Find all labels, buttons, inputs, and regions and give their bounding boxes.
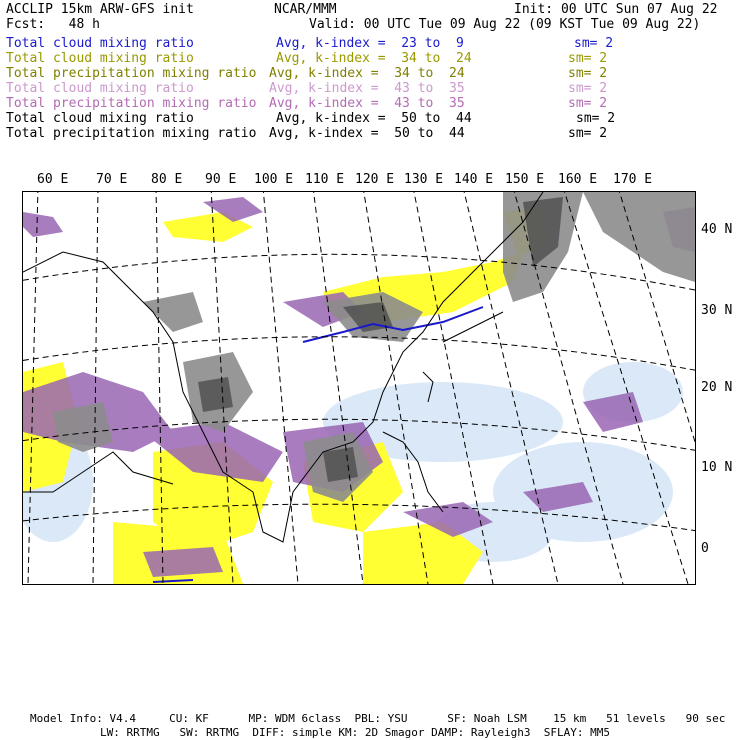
legend-row xyxy=(6,66,736,81)
legend-avg: Avg, k-index = 50 to 44 xyxy=(269,126,465,141)
legend-row xyxy=(6,96,736,111)
footer-model-info: Model Info: V4.4 CU: KF MP: WDM 6class PBL: YSU SF: Noah LSM 15 km 51 levels 90 sec xyxy=(30,712,726,725)
legend-row xyxy=(6,126,736,141)
lon-label: 140 E xyxy=(454,172,494,187)
legend-avg: Avg, k-index = 34 to 24 xyxy=(269,66,465,81)
legend-avg: Avg, k-index = 43 to 35 xyxy=(269,96,465,111)
legend-sm: sm= 2 xyxy=(576,111,616,126)
lat-label: 30 N xyxy=(701,303,733,318)
forecast-hour: Fcst: 48 h xyxy=(6,17,100,32)
lon-label: 130 E xyxy=(404,172,444,187)
lon-label: 100 E xyxy=(254,172,294,187)
legend-sm: sm= 2 xyxy=(568,126,608,141)
lon-label: 160 E xyxy=(558,172,598,187)
legend-field: Total cloud mixing ratio xyxy=(6,51,194,66)
legend-sm: sm= 2 xyxy=(568,96,608,111)
legend-avg: Avg, k-index = 23 to 9 xyxy=(276,36,464,51)
init-time: Init: 00 UTC Sun 07 Aug 22 xyxy=(514,2,718,17)
lat-label: 10 N xyxy=(701,460,733,475)
lon-label: 150 E xyxy=(505,172,545,187)
legend-sm: sm= 2 xyxy=(568,81,608,96)
model-title: ACCLIP 15km ARW-GFS init xyxy=(6,2,194,17)
lat-label: 20 N xyxy=(701,380,733,395)
legend-avg: Avg, k-index = 50 to 44 xyxy=(276,111,472,126)
valid-time: Valid: 00 UTC Tue 09 Aug 22 (09 KST Tue 09 Aug 22) xyxy=(309,17,701,32)
legend-field: Total cloud mixing ratio xyxy=(6,111,194,126)
lon-label: 60 E xyxy=(37,172,69,187)
legend-field: Total precipitation mixing ratio xyxy=(6,126,257,141)
legend-field: Total cloud mixing ratio xyxy=(6,81,194,96)
legend-row xyxy=(6,81,736,96)
legend-row xyxy=(6,111,736,126)
map-canvas xyxy=(23,192,695,584)
legend-sm: sm= 2 xyxy=(568,51,608,66)
header-row-1 xyxy=(6,2,736,17)
map-panel xyxy=(22,191,696,585)
footer-physics-info: LW: RRTMG SW: RRTMG DIFF: simple KM: 2D Smagor DAMP: Rayleigh3 SFLAY: MM5 xyxy=(100,726,610,739)
legend-row xyxy=(6,51,736,66)
legend-field: Total cloud mixing ratio xyxy=(6,36,194,51)
lon-label: 80 E xyxy=(151,172,183,187)
lon-label: 120 E xyxy=(355,172,395,187)
legend-avg: Avg, k-index = 43 to 35 xyxy=(269,81,465,96)
lon-label: 110 E xyxy=(305,172,345,187)
lat-label: 40 N xyxy=(701,222,733,237)
lat-label: 0 xyxy=(701,541,709,556)
legend-avg: Avg, k-index = 34 to 24 xyxy=(276,51,472,66)
coastlines xyxy=(23,192,543,542)
legend-field: Total precipitation mixing ratio xyxy=(6,66,257,81)
legend-sm: sm= 2 xyxy=(568,66,608,81)
lon-label: 170 E xyxy=(613,172,653,187)
header-row-2 xyxy=(6,17,736,32)
lon-label: 70 E xyxy=(96,172,128,187)
legend-sm: sm= 2 xyxy=(574,36,614,51)
legend-row xyxy=(6,36,736,51)
lon-label: 90 E xyxy=(205,172,237,187)
legend-field: Total precipitation mixing ratio xyxy=(6,96,257,111)
center-label: NCAR/MMM xyxy=(274,2,337,17)
